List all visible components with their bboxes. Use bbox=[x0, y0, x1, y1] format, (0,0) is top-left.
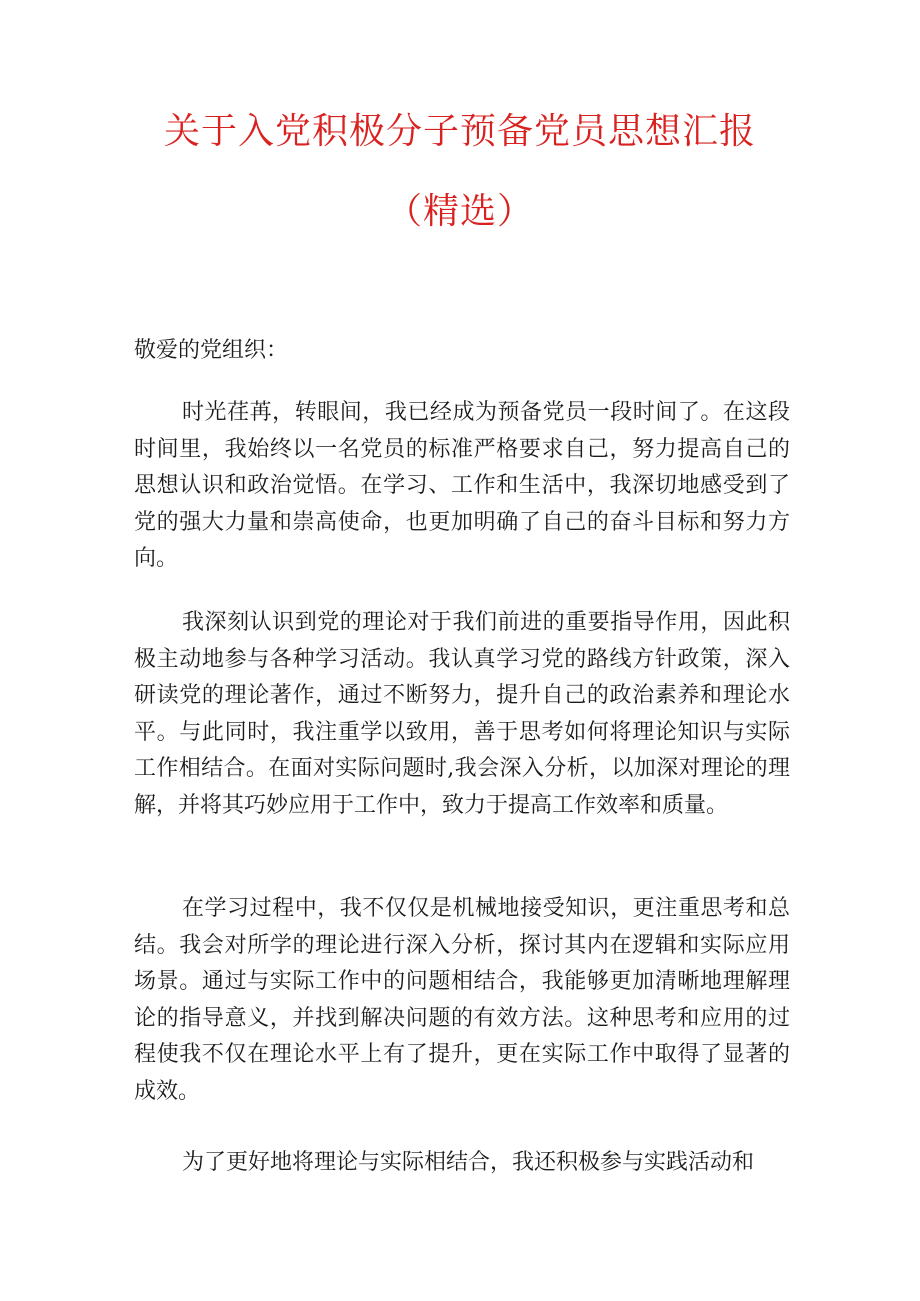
document-subtitle: （精选） bbox=[385, 191, 534, 232]
paragraph-2: 我深刻认识到党的理论对于我们前进的重要指导作用，因此积极主动地参与各种学习活动。我认真学习党的路线方针政策，深入研读党的理论著作，通过不断努力，提升自己的政治素养和理论水平。与此同时，我注重学以致用，善于思考如何将理论知识与实际工作相结合。在面对实际问题时,我会深入分析，以加深对理论的理解，并将其巧妙应用于工作中，致力于提高工作效率和质量。 bbox=[134, 610, 790, 818]
paragraph-4: 为了更好地将理论与实际相结合，我还积极参与实践活动和 bbox=[182, 1150, 755, 1175]
salutation: 敬爱的党组织： bbox=[134, 338, 289, 363]
paragraph-1: 时光荏苒，转眼间，我已经成为预备党员一段时间了。在这段时间里，我始终以一名党员的标准严格要求自己，努力提高自己的思想认识和政治觉悟。在学习、工作和生活中，我深切地感受到了党的强大力量和崇高使命，也更加明确了自己的奋斗目标和努力方向。 bbox=[134, 400, 790, 571]
paragraph-3: 在学习过程中，我不仅仅是机械地接受知识，更注重思考和总结。我会对所学的理论进行深入分析，探讨其内在逻辑和实际应用场景。通过与实际工作中的问题相结合，我能够更加清晰地理解理论的指导意义，并找到解决问题的有效方法。这种思考和应用的过程使我不仅在理论水平上有了提升，更在实际工作中取得了显著的成效。 bbox=[134, 896, 790, 1104]
document-title: 关于入党积极分子预备党员思想汇报 bbox=[163, 111, 756, 152]
